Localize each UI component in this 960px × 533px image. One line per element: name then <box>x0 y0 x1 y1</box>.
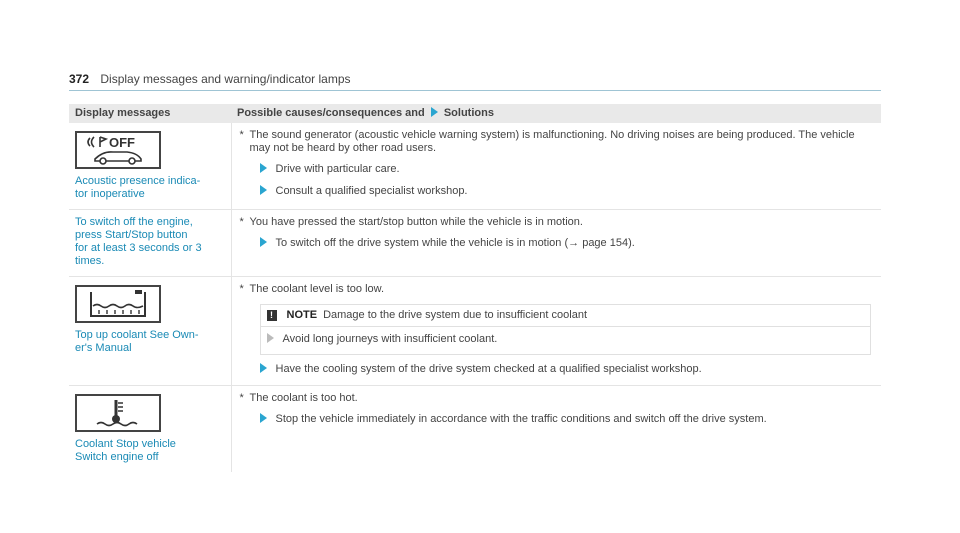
step-arrow-icon <box>260 163 267 173</box>
header-divider <box>69 90 881 91</box>
solution-step: Drive with particular care. <box>260 163 872 177</box>
solutions-cell <box>231 123 881 210</box>
message-text: To switch off the engine, press Start/Stop button for at least 3 seconds or 3 times. <box>75 216 202 267</box>
step-arrow-icon <box>260 413 267 423</box>
cause-text: * The sound generator (acoustic vehicle warning system) is malfunctioning. No driving noises are being produced. The vehicle may not be heard by other road users. <box>239 129 855 154</box>
message-text: Acoustic presence indica- tor inoperative <box>75 175 201 200</box>
col-header-display-messages: Display messages <box>69 104 231 123</box>
solutions-arrow-icon <box>431 107 438 117</box>
table-header-row <box>69 104 881 123</box>
step-arrow-icon <box>267 333 274 343</box>
solution-step: Stop the vehicle immediately in accordance with the traffic conditions and switch off the drive system. <box>260 413 872 427</box>
col-header-solutions: Solutions <box>443 107 494 119</box>
message-text: Top up coolant See Own- er's Manual <box>75 329 199 354</box>
page-number: 372 <box>69 72 90 86</box>
cause-text: * The coolant level is too low. <box>239 283 385 295</box>
step-arrow-icon <box>260 237 267 247</box>
coolant-temperature-icon <box>75 394 161 432</box>
solution-step <box>260 237 872 251</box>
col-header-causes: Possible causes/consequences and <box>237 107 425 119</box>
note-text: Damage to the drive system due to insufficient coolant <box>323 309 588 321</box>
message-cell <box>69 210 231 277</box>
svg-text:OFF: OFF <box>109 135 135 150</box>
coolant-level-icon <box>75 285 161 323</box>
table-row <box>69 210 881 277</box>
solutions-cell <box>231 386 881 473</box>
note-box <box>260 304 872 355</box>
page-reference-link[interactable]: To switch off the drive system while the vehicle is in motion (→ page 154). <box>275 237 635 249</box>
solutions-cell <box>231 210 881 277</box>
table-row <box>69 277 881 386</box>
cause-text: * The coolant is too hot. <box>239 392 358 404</box>
note-title: NOTE <box>286 309 318 321</box>
step-arrow-icon <box>260 185 267 195</box>
message-cell <box>69 277 231 386</box>
message-cell <box>69 123 231 210</box>
acoustic-vehicle-off-icon <box>75 131 161 169</box>
solution-step: Consult a qualified specialist workshop. <box>260 185 872 199</box>
note-step: Avoid long journeys with insufficient coolant. <box>261 327 871 354</box>
table-row <box>69 386 881 473</box>
solution-step: Have the cooling system of the drive system checked at a qualified specialist workshop. <box>260 363 872 377</box>
cause-text: * You have pressed the start/stop button while the vehicle is in motion. <box>239 216 583 228</box>
warning-badge-icon: ! <box>267 310 277 321</box>
table-row <box>69 123 881 210</box>
page-header <box>69 72 351 86</box>
step-arrow-icon <box>260 363 267 373</box>
display-messages-table <box>69 104 881 472</box>
col-header-causes-solutions <box>231 104 881 123</box>
note-header <box>261 305 871 327</box>
solutions-cell <box>231 277 881 386</box>
message-text: Coolant Stop vehicle Switch engine off <box>75 438 176 463</box>
page-header-title: Display messages and warning/indicator lamps <box>100 72 351 86</box>
message-cell <box>69 386 231 473</box>
